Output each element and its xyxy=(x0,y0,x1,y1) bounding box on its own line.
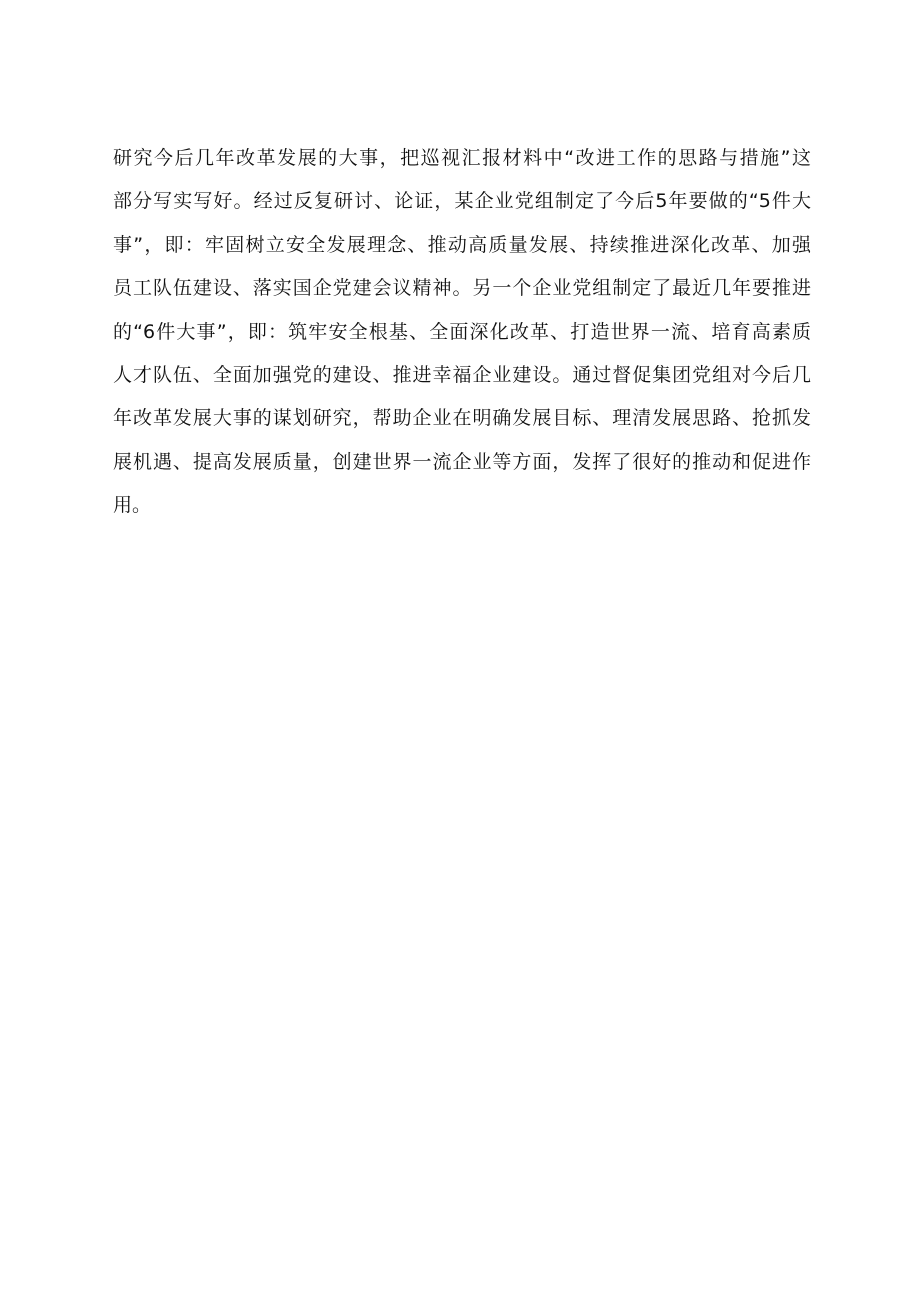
paragraph-line-8: 展机遇、提高发展质量，创建世界一流企业等方面，发挥了很好的推动和促进作 xyxy=(113,450,811,473)
paragraph-line-1: 研究今后几年改革发展的大事，把巡视汇报材料中“改进工作的思路与措施”这 xyxy=(113,147,811,169)
paragraph-line-2: 部分写实写好。经过反复研讨、论证，某企业党组制定了今后5年要做的“5件大 xyxy=(113,190,811,213)
paragraph-line-5: 的“6件大事”，即：筑牢安全根基、全面深化改革、打造世界一流、培育高素质 xyxy=(113,320,811,343)
paragraph-line-3: 事”，即：牢固树立安全发展理念、推动高质量发展、持续推进深化改革、加强 xyxy=(113,233,811,256)
paragraph-line-9: 用。 xyxy=(113,494,152,517)
paragraph-line-6: 人才队伍、全面加强党的建设、推进幸福企业建设。通过督促集团党组对今后几 xyxy=(113,363,811,386)
paragraph-line-4: 员工队伍建设、落实国企党建会议精神。另一个企业党组制定了最近几年要推进 xyxy=(113,277,811,300)
paragraph-line-7: 年改革发展大事的谋划研究，帮助企业在明确发展目标、理清发展思路、抢抓发 xyxy=(113,407,811,430)
body-paragraph xyxy=(113,137,811,528)
